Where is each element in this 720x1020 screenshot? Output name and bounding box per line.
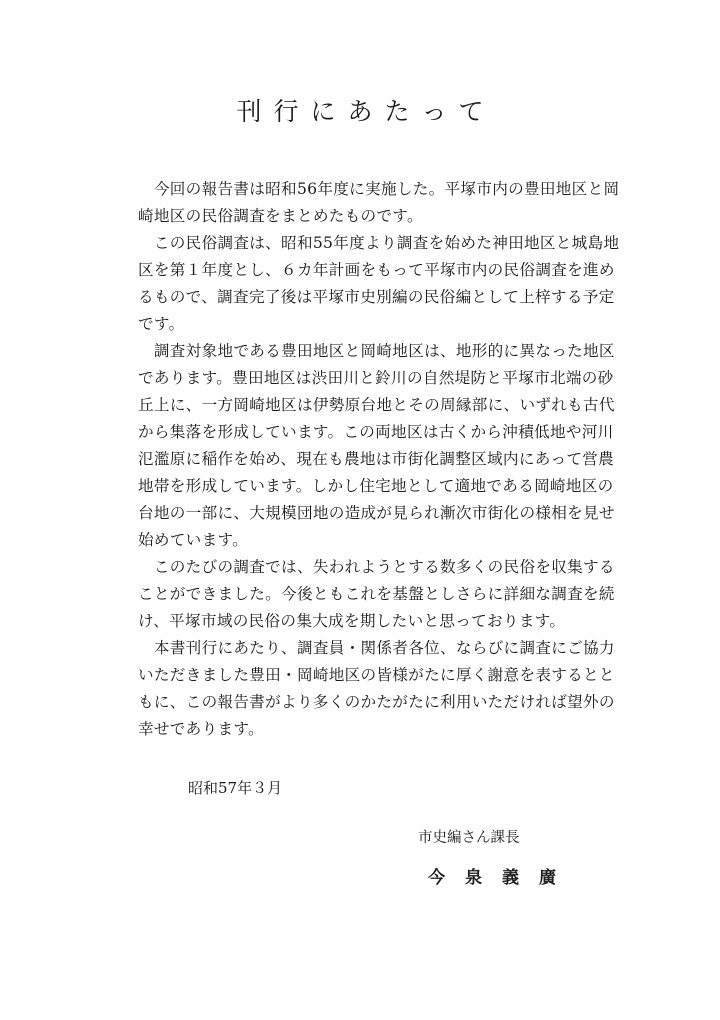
text-line: です。: [138, 315, 185, 333]
text-line: 地帯を形成しています。しかし住宅地として適地である岡崎地区の: [138, 477, 614, 495]
publication-date: 昭和57年３月: [188, 779, 283, 797]
text-line: いただきました豊田・岡崎地区の皆様がたに厚く謝意を表するとと: [138, 666, 615, 684]
text-line: 氾濫原に稲作を始め、現在も農地は市街化調整区域内にあって営農: [138, 450, 615, 468]
signature-block: [418, 828, 618, 890]
text-line: から集落を形成しています。この両地区は古くから沖積低地や河川: [138, 423, 614, 441]
page-title: 刊行にあたって: [236, 97, 496, 126]
signer-name: 今泉義廣: [428, 868, 576, 888]
text-line: 区を第１年度とし、６カ年計画をもって平塚市内の民俗調査を進め: [138, 261, 615, 279]
text-line: この民俗調査は、昭和55年度より調査を始めた神田地区と城島地: [138, 234, 620, 252]
text-line: もに、この報告書がより多くのかたがたに利用いただければ望外の: [138, 693, 615, 711]
paragraph-4: [138, 554, 615, 635]
text-line: ことができました。今後ともこれを基盤としさらに詳細な調査を続: [138, 585, 615, 603]
text-line: 始めています。: [138, 531, 249, 549]
text-line: 崎地区の民俗調査をまとめたものです。: [138, 207, 423, 225]
text-line: 本書刊行にあたり、調査員・関係者各位、ならびに調査にご協力: [138, 639, 615, 657]
text-line: 今回の報告書は昭和56年度に実施した。平塚市内の豊田地区と岡: [138, 180, 620, 198]
text-line: るもので、調査完了後は平塚市史別編の民俗編として上梓する予定: [138, 288, 615, 306]
text-line: 丘上に、一方岡崎地区は伊勢原台地とその周縁部に、いずれも古代: [138, 396, 615, 414]
text-line: このたびの調査では、失われようとする数多くの民俗を収集する: [138, 558, 615, 576]
paragraph-2: [138, 230, 620, 338]
text-line: 台地の一部に、大規模団地の造成が見られ漸次市街化の様相を見せ: [138, 504, 615, 522]
paragraph-5: [138, 635, 615, 743]
body-text: [138, 176, 620, 743]
text-line: け、平塚市域の民俗の集大成を期したいと思っております。: [138, 612, 566, 630]
text-line: であります。豊田地区は渋田川と鈴川の自然堤防と平塚市北端の砂: [138, 369, 614, 387]
paragraph-1: [138, 176, 620, 230]
text-line: 幸せであります。: [138, 720, 264, 738]
signer-position: 市史編さん課長: [418, 830, 520, 846]
paragraph-3: [138, 338, 615, 554]
text-line: 調査対象地である豊田地区と岡崎地区は、地形的に異なった地区: [138, 342, 615, 360]
